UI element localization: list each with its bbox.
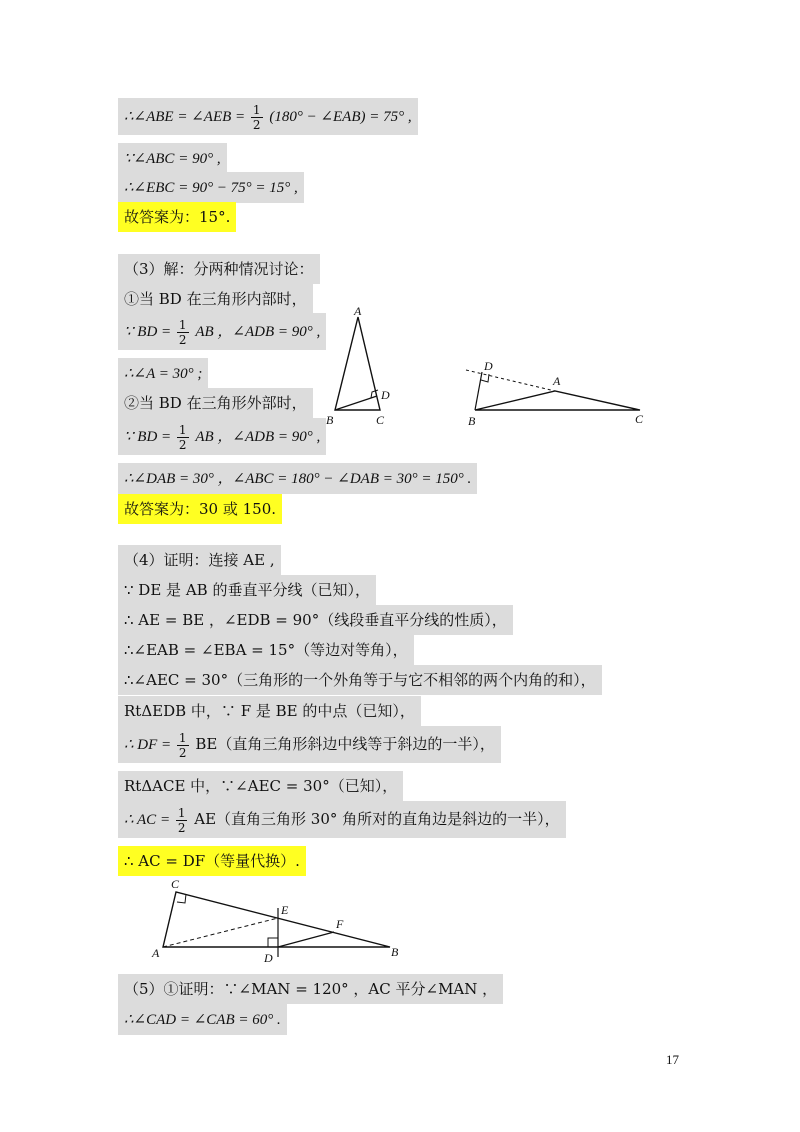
text-seg: ∵∠ABC = 90° ,: [124, 151, 221, 167]
frac-num: 1: [177, 805, 186, 820]
part3-heading: （3）解：分两种情况讨论：: [118, 254, 320, 284]
label-c: C: [635, 412, 644, 426]
text-seg: AB ，∠ADB = 90° ,: [195, 429, 321, 445]
text-seg: ∴∠DAB = 30° ，∠ABC = 180° − ∠DAB = 30° = 150° .: [124, 471, 472, 487]
line-abe-aeb: [118, 98, 418, 135]
de-bisector-line: ∵ DE 是 AB 的垂直平分线（已知），: [118, 575, 376, 605]
frac-num: 1: [178, 317, 187, 332]
rt-edb-line: RtΔEDB 中，∵ F 是 BE 的中点（已知），: [118, 696, 421, 726]
answer-line-3: ∴ AC = DF（等量代换）.: [118, 846, 306, 876]
frac-den: 2: [177, 820, 186, 835]
text-seg: BE（直角三角形斜边中线等于斜边的一半），: [195, 735, 495, 753]
fraction-half: [251, 103, 263, 132]
frac-num: 1: [178, 422, 187, 437]
right-angle-mark-c: [177, 894, 186, 903]
text-seg: (180° − ∠EAB) = 75° ,: [269, 109, 412, 125]
right-angle-mark-d: [268, 938, 278, 947]
angle-a-line: [118, 358, 208, 389]
df-half-be-line: [118, 726, 501, 763]
frac-num: 1: [252, 102, 261, 117]
segment-ae-dashed: [163, 918, 278, 947]
segment-bd: [475, 372, 482, 410]
line-ebc: [118, 172, 304, 203]
page-number: 17: [666, 1052, 679, 1067]
text-seg: ∴∠ABE = ∠AEB =: [124, 109, 249, 125]
fraction-half: [177, 318, 189, 347]
text-seg: AE（直角三角形 30° 角所对的直角边是斜边的一半），: [194, 810, 560, 828]
fraction-half: [177, 731, 189, 760]
cad-cab-line: [118, 1004, 287, 1035]
frac-den: 2: [252, 117, 261, 132]
triangle-abc: [475, 391, 640, 410]
ac-half-ae-line: [118, 801, 566, 838]
label-d: D: [484, 359, 493, 373]
aec-line: ∴∠AEC = 30°（三角形的一个外角等于与它不相邻的两个内角的和），: [118, 665, 602, 695]
text-seg: ∴∠EBC = 90° − 75° = 15° ,: [124, 180, 298, 196]
label-e: E: [281, 903, 289, 917]
bd-half-ab-1: [118, 313, 326, 350]
case2-line: ②当 BD 在三角形外部时，: [118, 388, 313, 418]
fraction-half: [176, 806, 188, 835]
answer-line-1: 故答案为：15°.: [118, 202, 236, 232]
triangle-abc: [335, 317, 380, 410]
frac-num: 1: [178, 730, 187, 745]
text-seg: ∴∠CAD = ∠CAB = 60° .: [124, 1012, 281, 1028]
label-d: D: [264, 951, 273, 965]
label-c: C: [376, 413, 385, 427]
right-angle-mark: [481, 374, 489, 382]
figure-triangle-inside: [320, 305, 400, 430]
figure-part4: [148, 874, 410, 969]
part4-heading: （4）证明：连接 AE ,: [118, 545, 281, 575]
label-c: C: [171, 877, 180, 891]
frac-den: 2: [178, 745, 187, 760]
text-seg: ∵ BD =: [124, 324, 175, 340]
figure-triangle-outside: [460, 358, 660, 433]
frac-den: 2: [178, 437, 187, 452]
segment-df: [278, 932, 334, 947]
label-b: B: [391, 945, 399, 959]
label-f: F: [336, 917, 344, 931]
label-d: D: [381, 388, 390, 402]
text-seg: AB ，∠ADB = 90° ,: [195, 324, 321, 340]
label-b: B: [468, 414, 476, 428]
segment-bd: [335, 396, 377, 410]
rt-ace-line: RtΔACE 中，∵∠AEC = 30°（已知），: [118, 771, 403, 801]
frac-den: 2: [178, 332, 187, 347]
part5-line: （5）①证明：∵∠MAN = 120° ，AC 平分∠MAN ，: [118, 974, 503, 1004]
text-seg: ∴ AC =: [124, 812, 174, 828]
ae-be-line: ∴ AE = BE ，∠EDB = 90°（线段垂直平分线的性质），: [118, 605, 513, 635]
bd-half-ab-2: [118, 418, 326, 455]
eab-eba-line: ∴∠EAB = ∠EBA = 15°（等边对等角），: [118, 635, 414, 665]
text-seg: ∴∠A = 30° ;: [124, 366, 203, 382]
fraction-half: [177, 423, 189, 452]
label-a: A: [152, 946, 160, 960]
answer-line-2: 故答案为：30 或 150.: [118, 494, 282, 524]
label-b: B: [326, 413, 334, 427]
text-seg: ∴ DF =: [124, 737, 175, 753]
case1-line: ①当 BD 在三角形内部时，: [118, 284, 313, 314]
dab-abc-line: [118, 463, 477, 494]
label-a: A: [354, 305, 362, 318]
text-seg: ∵ BD =: [124, 429, 175, 445]
label-a: A: [553, 374, 561, 388]
line-abc: [118, 143, 227, 174]
